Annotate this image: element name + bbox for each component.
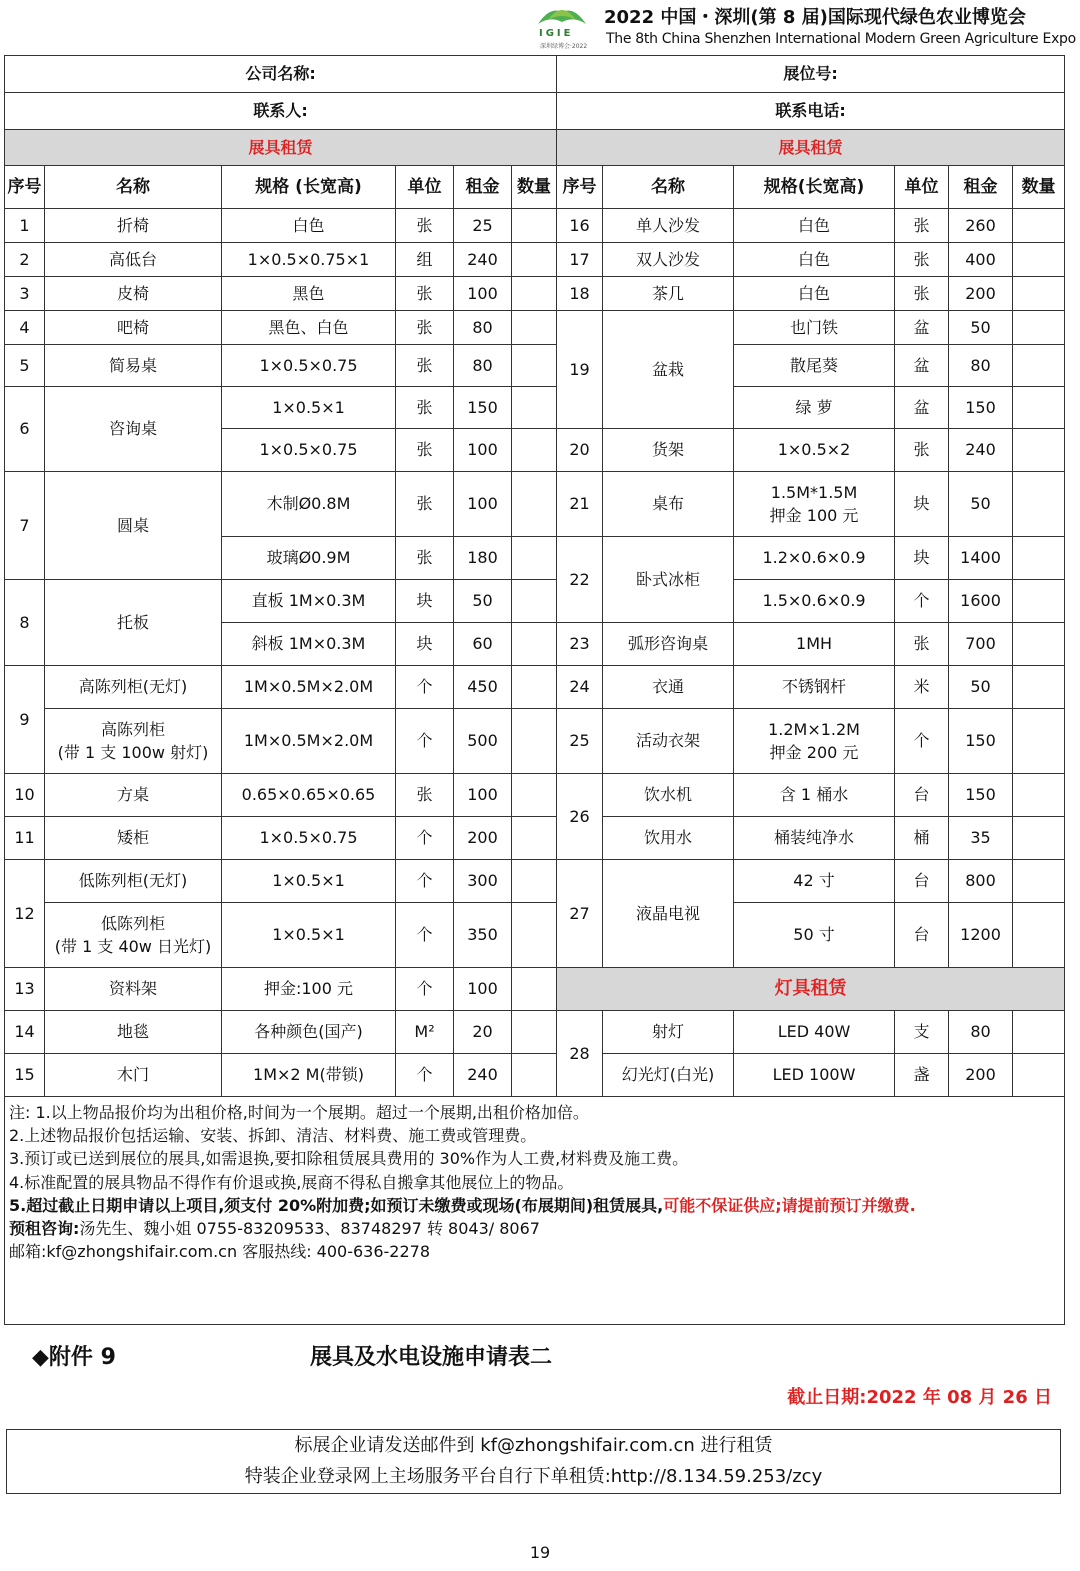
item-spec: 1.5×0.6×0.9 bbox=[734, 580, 895, 623]
note-4: 4.标准配置的展具物品不得作有价退或换,展商不得私自搬拿其他展位上的物品。 bbox=[9, 1172, 574, 1192]
item-name bbox=[45, 903, 222, 968]
item-rent: 80 bbox=[949, 345, 1013, 387]
item-qty[interactable] bbox=[512, 243, 557, 277]
item-name: 高陈列柜(无灯) bbox=[45, 666, 222, 709]
col-spec: 规格(长宽高) bbox=[734, 166, 895, 209]
inquiry-label: 预租咨询: bbox=[9, 1218, 80, 1238]
form-title: 展具及水电设施申请表二 bbox=[310, 1345, 553, 1370]
item-unit: 台 bbox=[895, 860, 949, 903]
item-qty[interactable] bbox=[1013, 537, 1065, 580]
item-name: 吧椅 bbox=[45, 311, 222, 345]
item-name: 皮椅 bbox=[45, 277, 222, 311]
item-rent: 240 bbox=[454, 243, 512, 277]
item-name: 方桌 bbox=[45, 774, 222, 817]
item-rent: 150 bbox=[949, 709, 1013, 774]
table-row bbox=[5, 1054, 1065, 1097]
col-spec: 规格 (长宽高) bbox=[222, 166, 396, 209]
item-unit: 米 bbox=[895, 666, 949, 709]
item-unit: 张 bbox=[396, 537, 454, 580]
item-rent: 100 bbox=[454, 277, 512, 311]
item-rent: 80 bbox=[454, 345, 512, 387]
item-qty[interactable] bbox=[1013, 623, 1065, 666]
item-name: 活动衣架 bbox=[603, 709, 734, 774]
note-1: 注: 1.以上物品报价均为出租价格,时间为一个展期。超过一个展期,出租价格加倍。 bbox=[9, 1103, 589, 1122]
item-seq: 8 bbox=[5, 580, 45, 666]
item-rent: 240 bbox=[454, 1054, 512, 1097]
item-seq: 27 bbox=[557, 860, 603, 968]
item-seq: 28 bbox=[557, 1011, 603, 1097]
item-unit: 张 bbox=[895, 623, 949, 666]
item-unit: 个 bbox=[396, 903, 454, 968]
item-seq: 19 bbox=[557, 311, 603, 429]
note-5-text: 5.超过截止日期申请以上项目,须支付 20%附加费;如预订未缴费或现场(布展期间)租赁展具, bbox=[9, 1195, 664, 1215]
item-qty[interactable] bbox=[512, 580, 557, 623]
item-rent: 150 bbox=[949, 387, 1013, 429]
annex-label: ◆附件 9 bbox=[32, 1345, 116, 1370]
item-seq: 9 bbox=[5, 666, 45, 774]
item-name: 液晶电视 bbox=[603, 860, 734, 968]
item-spec: 不锈钢杆 bbox=[734, 666, 895, 709]
item-unit: 个 bbox=[895, 709, 949, 774]
item-name: 简易桌 bbox=[45, 345, 222, 387]
item-qty[interactable] bbox=[1013, 277, 1065, 311]
table-row bbox=[5, 277, 1065, 311]
item-unit: 桶 bbox=[895, 817, 949, 860]
company-name-field[interactable]: 公司名称: bbox=[5, 56, 557, 93]
item-name: 双人沙发 bbox=[603, 243, 734, 277]
item-qty[interactable] bbox=[1013, 580, 1065, 623]
item-name bbox=[45, 709, 222, 774]
name-note: (带 1 支 40w 日光灯) bbox=[54, 937, 212, 956]
item-name: 托板 bbox=[45, 580, 222, 666]
item-seq: 18 bbox=[557, 277, 603, 311]
item-qty[interactable] bbox=[1013, 387, 1065, 429]
table-row bbox=[5, 472, 1065, 537]
item-rent: 400 bbox=[949, 243, 1013, 277]
table-row bbox=[5, 709, 1065, 774]
item-seq: 3 bbox=[5, 277, 45, 311]
item-spec: 1×0.5×2 bbox=[734, 429, 895, 472]
item-qty[interactable] bbox=[1013, 709, 1065, 774]
table-row bbox=[5, 580, 1065, 623]
item-qty[interactable] bbox=[512, 537, 557, 580]
col-rent: 租金 bbox=[454, 166, 512, 209]
item-name: 高低台 bbox=[45, 243, 222, 277]
item-unit: 张 bbox=[396, 311, 454, 345]
note-5-warning: 可能不保证供应;请提前预订并缴费. bbox=[663, 1195, 916, 1215]
inquiry-line bbox=[9, 1217, 1062, 1240]
email-line: 邮箱:kf@zhongshifair.com.cn 客服热线: 400-636-2278 bbox=[9, 1242, 431, 1262]
item-qty[interactable] bbox=[512, 968, 557, 1011]
item-unit: 块 bbox=[895, 472, 949, 537]
spec-line: 1.2M×1.2M bbox=[768, 719, 860, 739]
item-seq: 1 bbox=[5, 209, 45, 243]
item-spec: 1.2×0.6×0.9 bbox=[734, 537, 895, 580]
spec-line: 1.5M*1.5M bbox=[770, 482, 858, 502]
item-qty[interactable] bbox=[512, 774, 557, 817]
item-spec: 1×0.5×0.75×1 bbox=[222, 243, 396, 277]
item-seq: 11 bbox=[5, 817, 45, 860]
name-line: 低陈列柜 bbox=[100, 913, 165, 933]
deposit-line: 押金 100 元 bbox=[769, 506, 859, 525]
item-seq: 14 bbox=[5, 1011, 45, 1054]
item-name: 货架 bbox=[603, 429, 734, 472]
item-seq: 4 bbox=[5, 311, 45, 345]
item-rent: 200 bbox=[949, 1054, 1013, 1097]
item-seq: 16 bbox=[557, 209, 603, 243]
item-qty[interactable] bbox=[512, 277, 557, 311]
item-unit: 个 bbox=[396, 968, 454, 1011]
item-rent: 100 bbox=[454, 968, 512, 1011]
col-name: 名称 bbox=[45, 166, 222, 209]
special-booth-instruction: 特装企业登录网上主场服务平台自行下单租赁:http://8.134.59.253/zcy bbox=[244, 1466, 823, 1487]
item-name: 幻光灯(白光) bbox=[603, 1054, 734, 1097]
item-spec: 直板 1M×0.3M bbox=[222, 580, 396, 623]
rental-table bbox=[4, 55, 1065, 1325]
item-spec: 1×0.5×1 bbox=[222, 387, 396, 429]
item-seq: 5 bbox=[5, 345, 45, 387]
table-row bbox=[5, 345, 1065, 387]
item-qty[interactable] bbox=[1013, 472, 1065, 537]
table-row bbox=[5, 860, 1065, 903]
item-name: 地毯 bbox=[45, 1011, 222, 1054]
notes-block bbox=[5, 1097, 1065, 1325]
item-name: 茶几 bbox=[603, 277, 734, 311]
item-qty[interactable] bbox=[512, 623, 557, 666]
item-unit: 张 bbox=[396, 345, 454, 387]
item-unit: 张 bbox=[396, 387, 454, 429]
item-unit: 张 bbox=[396, 209, 454, 243]
item-spec: 散尾葵 bbox=[734, 345, 895, 387]
col-seq: 序号 bbox=[557, 166, 603, 209]
col-qty: 数量 bbox=[512, 166, 557, 209]
item-rent: 80 bbox=[949, 1011, 1013, 1054]
item-rent: 100 bbox=[454, 429, 512, 472]
item-qty[interactable] bbox=[512, 209, 557, 243]
item-rent: 50 bbox=[949, 311, 1013, 345]
item-unit: 支 bbox=[895, 1011, 949, 1054]
contact-person-field[interactable]: 联系人: bbox=[5, 93, 557, 130]
item-rent: 100 bbox=[454, 774, 512, 817]
item-unit: 张 bbox=[396, 472, 454, 537]
item-seq: 26 bbox=[557, 774, 603, 860]
item-spec: 1M×0.5M×2.0M bbox=[222, 666, 396, 709]
item-spec: 黑色 bbox=[222, 277, 396, 311]
item-unit: 盆 bbox=[895, 345, 949, 387]
item-qty[interactable] bbox=[512, 345, 557, 387]
item-unit: M² bbox=[396, 1011, 454, 1054]
item-name: 射灯 bbox=[603, 1011, 734, 1054]
table-row bbox=[5, 243, 1065, 277]
item-name: 衣通 bbox=[603, 666, 734, 709]
item-qty[interactable] bbox=[512, 311, 557, 345]
item-spec: 42 寸 bbox=[734, 860, 895, 903]
item-name: 弧形咨询桌 bbox=[603, 623, 734, 666]
page-header bbox=[0, 0, 1080, 52]
table-row bbox=[5, 903, 1065, 968]
deposit-line: 押金 200 元 bbox=[769, 743, 859, 762]
deadline-text: 截止日期:2022 年 08 月 26 日 bbox=[787, 1387, 1052, 1408]
item-rent: 20 bbox=[454, 1011, 512, 1054]
item-spec: 1×0.5×0.75 bbox=[222, 817, 396, 860]
item-unit: 个 bbox=[396, 709, 454, 774]
item-unit: 张 bbox=[895, 243, 949, 277]
logo-text: IGIE bbox=[539, 28, 574, 39]
item-rent: 35 bbox=[949, 817, 1013, 860]
item-rent: 180 bbox=[454, 537, 512, 580]
item-rent: 150 bbox=[949, 774, 1013, 817]
item-rent: 80 bbox=[454, 311, 512, 345]
item-seq: 6 bbox=[5, 387, 45, 472]
inquiry-contacts: 汤先生、魏小姐 0755-83209533、83748297 转 8043/ 8067 bbox=[79, 1218, 540, 1238]
item-spec: 绿 萝 bbox=[734, 387, 895, 429]
note-5 bbox=[9, 1194, 1062, 1217]
item-qty[interactable] bbox=[1013, 666, 1065, 709]
item-rent: 260 bbox=[949, 209, 1013, 243]
section-lighting: 灯具租赁 bbox=[557, 968, 1065, 1011]
item-qty[interactable] bbox=[1013, 1011, 1065, 1054]
item-spec: LED 40W bbox=[734, 1011, 895, 1054]
item-rent: 300 bbox=[454, 860, 512, 903]
expo-title-cn: 2022 中国・深圳(第 8 届)国际现代绿色农业博览会 bbox=[604, 7, 1026, 28]
item-qty[interactable] bbox=[1013, 774, 1065, 817]
table-row bbox=[5, 774, 1065, 817]
item-qty[interactable] bbox=[512, 709, 557, 774]
name-line: 高陈列柜 bbox=[100, 719, 165, 739]
item-unit: 组 bbox=[396, 243, 454, 277]
item-seq: 10 bbox=[5, 774, 45, 817]
item-rent: 50 bbox=[949, 666, 1013, 709]
item-seq: 7 bbox=[5, 472, 45, 580]
item-rent: 350 bbox=[454, 903, 512, 968]
section-furniture-right: 展具租赁 bbox=[557, 130, 1065, 166]
item-name: 卧式冰柜 bbox=[603, 537, 734, 623]
submission-info-box bbox=[6, 1429, 1061, 1494]
col-unit: 单位 bbox=[396, 166, 454, 209]
item-rent: 200 bbox=[454, 817, 512, 860]
item-qty[interactable] bbox=[512, 860, 557, 903]
item-unit: 台 bbox=[895, 774, 949, 817]
item-rent: 700 bbox=[949, 623, 1013, 666]
item-qty[interactable] bbox=[512, 387, 557, 429]
item-unit: 张 bbox=[895, 429, 949, 472]
table-row bbox=[5, 968, 1065, 1011]
page-number: 19 bbox=[529, 1543, 551, 1562]
booth-number-field[interactable]: 展位号: bbox=[557, 56, 1065, 93]
item-spec bbox=[734, 472, 895, 537]
item-rent: 240 bbox=[949, 429, 1013, 472]
item-unit: 张 bbox=[396, 774, 454, 817]
item-qty[interactable] bbox=[512, 1011, 557, 1054]
item-spec: 白色 bbox=[734, 277, 895, 311]
item-qty[interactable] bbox=[512, 429, 557, 472]
item-spec: 各种颜色(国产) bbox=[222, 1011, 396, 1054]
col-rent: 租金 bbox=[949, 166, 1013, 209]
item-spec: 1M×2 M(带锁) bbox=[222, 1054, 396, 1097]
item-rent: 1200 bbox=[949, 903, 1013, 968]
item-seq: 21 bbox=[557, 472, 603, 537]
item-qty[interactable] bbox=[512, 1054, 557, 1097]
item-qty[interactable] bbox=[1013, 903, 1065, 968]
item-qty[interactable] bbox=[1013, 429, 1065, 472]
item-unit: 个 bbox=[895, 580, 949, 623]
standard-booth-instruction: 标展企业请发送邮件到 kf@zhongshifair.com.cn 进行租赁 bbox=[294, 1435, 773, 1456]
item-rent: 60 bbox=[454, 623, 512, 666]
item-spec: 白色 bbox=[734, 209, 895, 243]
item-rent: 25 bbox=[454, 209, 512, 243]
expo-title-en: The 8th China Shenzhen International Modern Green Agriculture Expo bbox=[606, 31, 1076, 47]
item-spec: 也门铁 bbox=[734, 311, 895, 345]
item-spec: 50 寸 bbox=[734, 903, 895, 968]
item-name: 饮用水 bbox=[603, 817, 734, 860]
item-spec: 1MH bbox=[734, 623, 895, 666]
item-name: 饮水机 bbox=[603, 774, 734, 817]
item-spec: 桶装纯净水 bbox=[734, 817, 895, 860]
note-2: 2.上述物品报价包括运输、安装、拆卸、清洁、材料费、施工费或管理费。 bbox=[9, 1126, 537, 1146]
item-spec: 白色 bbox=[734, 243, 895, 277]
item-qty[interactable] bbox=[1013, 860, 1065, 903]
table-row bbox=[5, 817, 1065, 860]
item-seq: 15 bbox=[5, 1054, 45, 1097]
item-rent: 100 bbox=[454, 472, 512, 537]
item-spec bbox=[734, 709, 895, 774]
item-name: 单人沙发 bbox=[603, 209, 734, 243]
item-rent: 50 bbox=[454, 580, 512, 623]
item-name: 低陈列柜(无灯) bbox=[45, 860, 222, 903]
item-rent: 50 bbox=[949, 472, 1013, 537]
contact-phone-field[interactable]: 联系电话: bbox=[557, 93, 1065, 130]
item-seq: 23 bbox=[557, 623, 603, 666]
col-qty: 数量 bbox=[1013, 166, 1065, 209]
item-spec: 黑色、白色 bbox=[222, 311, 396, 345]
item-unit: 个 bbox=[396, 1054, 454, 1097]
table-row bbox=[5, 1011, 1065, 1054]
item-unit: 盆 bbox=[895, 387, 949, 429]
item-spec: 含 1 桶水 bbox=[734, 774, 895, 817]
item-qty[interactable] bbox=[1013, 345, 1065, 387]
item-seq: 22 bbox=[557, 537, 603, 623]
item-unit: 台 bbox=[895, 903, 949, 968]
item-rent: 200 bbox=[949, 277, 1013, 311]
item-name: 木门 bbox=[45, 1054, 222, 1097]
item-unit: 块 bbox=[396, 580, 454, 623]
item-unit: 盏 bbox=[895, 1054, 949, 1097]
col-unit: 单位 bbox=[895, 166, 949, 209]
item-qty[interactable] bbox=[1013, 311, 1065, 345]
item-spec: 押金:100 元 bbox=[222, 968, 396, 1011]
item-qty[interactable] bbox=[1013, 243, 1065, 277]
item-spec: 1×0.5×1 bbox=[222, 903, 396, 968]
logo-subtext: 深圳绿博会·2022 bbox=[540, 43, 588, 50]
note-3: 3.预订或已送到展位的展具,如需退换,要扣除租赁展具费用的 30%作为人工费,材料费及施工费。 bbox=[9, 1149, 689, 1169]
name-note: (带 1 支 100w 射灯) bbox=[57, 743, 209, 762]
item-qty[interactable] bbox=[512, 666, 557, 709]
item-name: 矮柜 bbox=[45, 817, 222, 860]
item-name: 圆桌 bbox=[45, 472, 222, 580]
item-seq: 20 bbox=[557, 429, 603, 472]
item-seq: 24 bbox=[557, 666, 603, 709]
item-name: 桌布 bbox=[603, 472, 734, 537]
item-unit: 张 bbox=[396, 429, 454, 472]
item-rent: 1400 bbox=[949, 537, 1013, 580]
item-rent: 1600 bbox=[949, 580, 1013, 623]
item-spec: 玻璃Ø0.9M bbox=[222, 537, 396, 580]
item-name: 咨询桌 bbox=[45, 387, 222, 472]
item-rent: 500 bbox=[454, 709, 512, 774]
item-spec: 斜板 1M×0.3M bbox=[222, 623, 396, 666]
item-seq: 12 bbox=[5, 860, 45, 968]
item-unit: 个 bbox=[396, 666, 454, 709]
item-spec: 1×0.5×0.75 bbox=[222, 429, 396, 472]
table-row bbox=[5, 387, 1065, 429]
item-name: 折椅 bbox=[45, 209, 222, 243]
col-seq: 序号 bbox=[5, 166, 45, 209]
item-rent: 450 bbox=[454, 666, 512, 709]
item-unit: 个 bbox=[396, 860, 454, 903]
col-name: 名称 bbox=[603, 166, 734, 209]
item-rent: 150 bbox=[454, 387, 512, 429]
item-unit: 张 bbox=[396, 277, 454, 311]
item-seq: 2 bbox=[5, 243, 45, 277]
item-unit: 块 bbox=[895, 537, 949, 580]
item-name: 盆栽 bbox=[603, 311, 734, 429]
item-qty[interactable] bbox=[1013, 1054, 1065, 1097]
item-name: 资料架 bbox=[45, 968, 222, 1011]
item-qty[interactable] bbox=[512, 817, 557, 860]
item-seq: 17 bbox=[557, 243, 603, 277]
item-spec: 1×0.5×0.75 bbox=[222, 345, 396, 387]
item-unit: 张 bbox=[895, 209, 949, 243]
item-spec: 1×0.5×1 bbox=[222, 860, 396, 903]
item-qty[interactable] bbox=[1013, 817, 1065, 860]
table-row bbox=[5, 311, 1065, 345]
table-row bbox=[5, 666, 1065, 709]
item-spec: 0.65×0.65×0.65 bbox=[222, 774, 396, 817]
item-unit: 盆 bbox=[895, 311, 949, 345]
item-spec: 1M×0.5M×2.0M bbox=[222, 709, 396, 774]
item-unit: 块 bbox=[396, 623, 454, 666]
table-row bbox=[5, 209, 1065, 243]
item-qty[interactable] bbox=[1013, 209, 1065, 243]
item-unit: 个 bbox=[396, 817, 454, 860]
item-spec: LED 100W bbox=[734, 1054, 895, 1097]
item-spec: 木制Ø0.8M bbox=[222, 472, 396, 537]
item-seq: 25 bbox=[557, 709, 603, 774]
item-seq: 13 bbox=[5, 968, 45, 1011]
section-furniture-left: 展具租赁 bbox=[5, 130, 557, 166]
item-qty[interactable] bbox=[512, 472, 557, 537]
item-unit: 张 bbox=[895, 277, 949, 311]
item-rent: 800 bbox=[949, 860, 1013, 903]
item-qty[interactable] bbox=[512, 903, 557, 968]
item-spec: 白色 bbox=[222, 209, 396, 243]
